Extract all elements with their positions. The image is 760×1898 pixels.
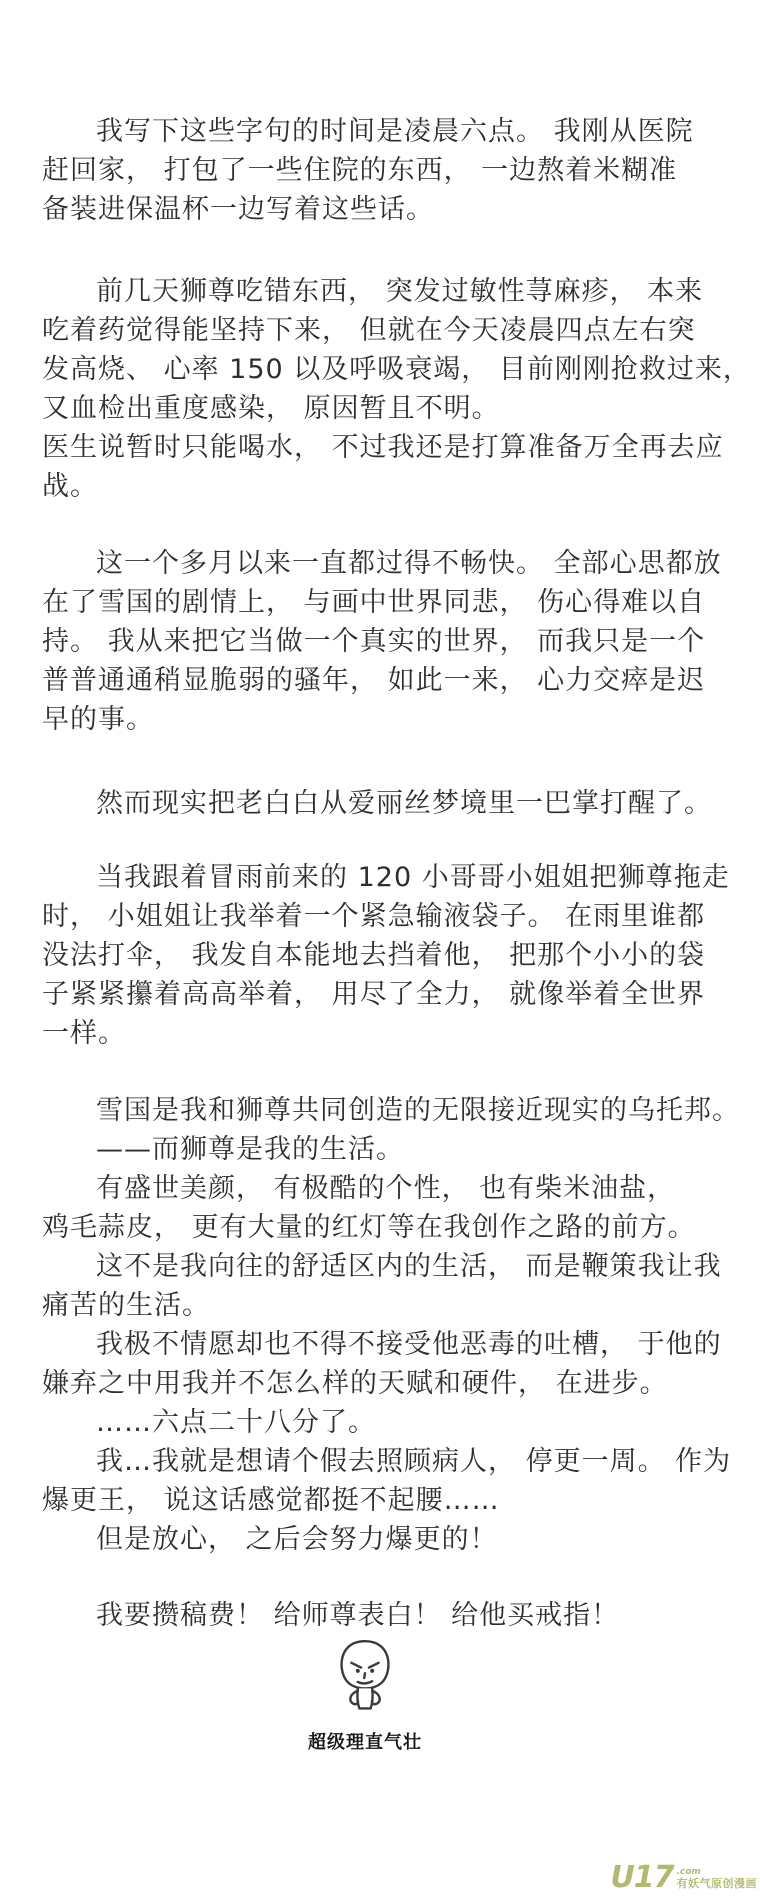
text-line: 我写下这些字句的时间是凌晨六点。 我刚从医院 — [96, 116, 694, 147]
u17-watermark — [610, 1860, 757, 1895]
text-line: 时， 小姐姐让我举着一个紧急输液袋子。 在雨里谁都 — [42, 901, 706, 932]
meme-face-icon — [325, 1638, 405, 1726]
text-line: 又血检出重度感染， 原因暂且不明。 — [42, 393, 500, 424]
text-line: 子紧紧攥着高高举着， 用尽了全力， 就像举着全世界 — [42, 979, 706, 1010]
text-line: 我要攒稿费！ 给师尊表白！ 给他买戒指！ — [96, 1600, 620, 1631]
text-line: 我…我就是想请个假去照顾病人， 停更一周。 作为 — [96, 1446, 732, 1477]
text-line: 前几天狮尊吃错东西， 突发过敏性荨麻疹， 本来 — [96, 276, 704, 307]
text-line: 这一个多月以来一直都过得不畅快。 全部心思都放 — [96, 548, 722, 579]
text-line: 嫌弃之中用我并不怎么样的天赋和硬件， 在进步。 — [42, 1368, 668, 1399]
text-line: 战。 — [42, 471, 98, 502]
text-line: 爆更王， 说这话感觉都挺不起腰…… — [42, 1485, 500, 1516]
text-line: 当我跟着冒雨前来的 120 小哥哥小姐姐把狮尊拖走 — [96, 862, 730, 893]
text-line: 痛苦的生活。 — [42, 1290, 210, 1321]
text-line: 这不是我向往的舒适区内的生活， 而是鞭策我让我 — [96, 1251, 722, 1282]
text-line: 发高烧、 心率 150 以及呼吸衰竭， 目前刚刚抢救过来， — [42, 354, 751, 385]
text-line: 在了雪国的剧情上， 与画中世界同悲， 伤心得难以自 — [42, 587, 706, 618]
text-line: 早的事。 — [42, 704, 154, 735]
meme-caption: 超级理直气壮 — [308, 1732, 422, 1753]
text-line: 医生说暂时只能喝水， 不过我还是打算准备万全再去应 — [42, 432, 724, 463]
text-line: 普普通通稍显脆弱的骚年， 如此一来， 心力交瘁是迟 — [42, 665, 706, 696]
u17-logo: U17 — [610, 1860, 674, 1895]
text-line: 但是放心， 之后会努力爆更的！ — [96, 1524, 498, 1555]
text-line: 一样。 — [42, 1018, 126, 1049]
u17-tagline: 有妖气原创漫画 — [676, 1877, 757, 1890]
text-line: 吃着药觉得能坚持下来， 但就在今天凌晨四点左右突 — [42, 315, 696, 346]
text-line: ……六点二十八分了。 — [96, 1407, 376, 1438]
text-line: 有盛世美颜， 有极酷的个性， 也有柴米油盐， — [96, 1173, 676, 1204]
text-line: 没法打伞， 我发自本能地去挡着他， 把那个小小的袋 — [42, 940, 706, 971]
paragraph-1 — [42, 112, 718, 229]
text-line: 雪国是我和狮尊共同创造的无限接近现实的乌托邦。 — [96, 1095, 740, 1126]
text-line: ——而狮尊是我的生活。 — [96, 1134, 404, 1165]
text-line: 鸡毛蒜皮， 更有大量的红灯等在我创作之路的前方。 — [42, 1212, 696, 1243]
text-line: 然而现实把老白白从爱丽丝梦境里一巴掌打醒了。 — [96, 788, 712, 819]
author-note-text — [42, 112, 751, 1635]
text-line: 赶回家， 打包了一些住院的东西， 一边熬着米糊准 — [42, 155, 678, 186]
paragraph-7 — [42, 1596, 718, 1635]
u17-domain-suffix: .com — [676, 1867, 701, 1877]
text-line: 持。 我从来把它当做一个真实的世界， 而我只是一个 — [42, 626, 706, 657]
paragraph-6 — [42, 1091, 740, 1559]
meme-sticker — [0, 1638, 730, 1754]
paragraph-5 — [42, 858, 730, 1053]
text-line: 我极不情愿却也不得不接受他恶毒的吐槽， 于他的 — [96, 1329, 722, 1360]
paragraph-3 — [42, 544, 722, 739]
paragraph-4 — [42, 784, 718, 823]
paragraph-2 — [42, 272, 751, 506]
text-line: 备装进保温杯一边写着这些话。 — [42, 194, 434, 225]
